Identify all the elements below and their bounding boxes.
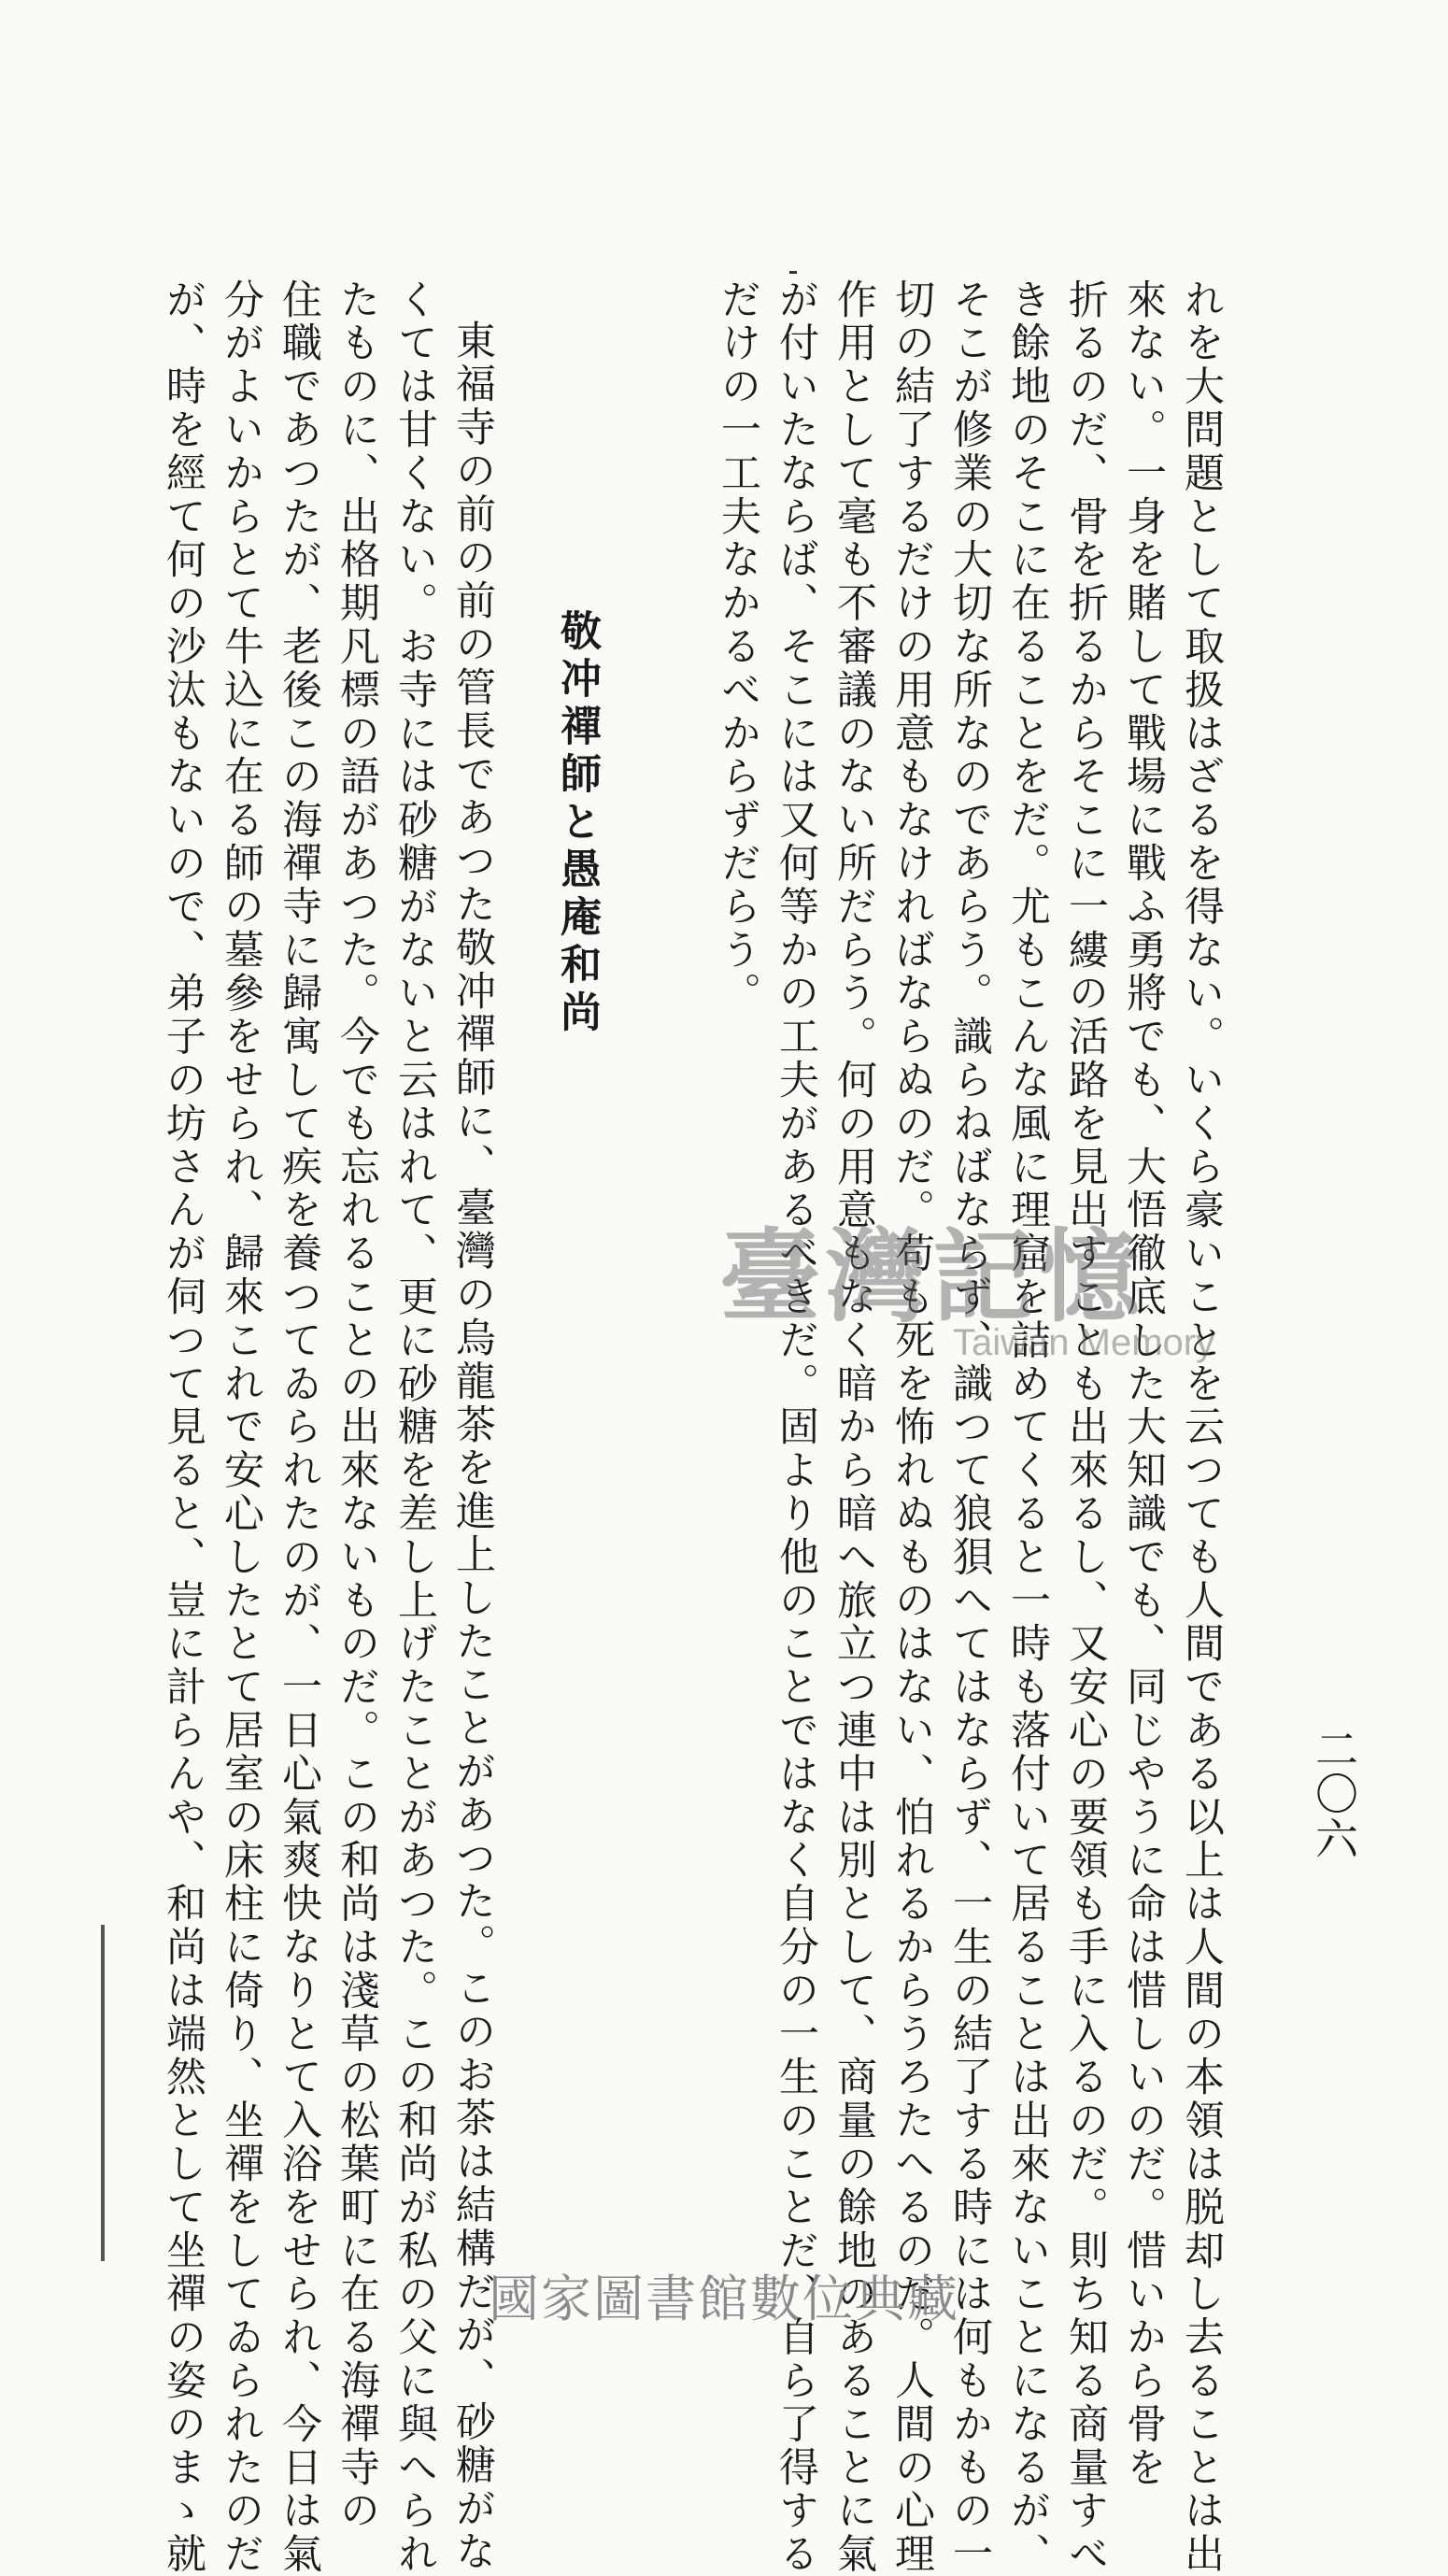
- text-column: が付いたならば、そこには又何等かの工夫があるべきだ。固より他のことではなく自分の一生のことだ、自ら了得する: [773, 278, 819, 2576]
- text-column: 作用として毫も不審議のない所だらう。何の用意もなく暗から暗へ旅立つ連中は別として、商量の餘地のあることに氣: [830, 278, 877, 2576]
- scan-edge-line: [101, 1925, 105, 2261]
- text-column: 折るのだ、骨を折るからそこに一縷の活路を見出すことも出來るし、又安心の要領も手に入るのだ。則ち知る商量すべ: [1062, 278, 1109, 2576]
- text-column: が、時を經て何の沙汰もないので、弟子の坊さんが伺つて見ると、豈に計らんや、和尚は端然として坐禪の姿のまゝ就: [160, 278, 206, 2576]
- text-column: だけの一工夫なかるべからずだらう。: [715, 278, 761, 1016]
- text-column: き餘地のそこに在ることをだ。尤もこんな風に理窟を詰めてくると一時も落付いて居ることは出來ないことになるが、: [1004, 278, 1051, 2576]
- text-column: 住職であつたが、老後この海禪寺に歸寓して疾を養つてゐられたのが、一日心氣爽快なりとて入浴をせられ、今日は氣: [276, 278, 322, 2576]
- page-number: 二〇六: [1309, 1727, 1359, 1861]
- text-column: そこが修業の大切な所なのであらう。識らねばならず、識つて狼狽へてはならず、一生の結了する時には何もかもの一: [946, 278, 993, 2576]
- text-column: れを大問題として取扱はざるを得ない。いくら豪いことを云つても人間である以上は人間の本領は脱却し去ることは出: [1178, 278, 1225, 2576]
- section-heading: 敬冲禪師と愚庵和尚: [553, 609, 601, 1038]
- watermark-english: Taiwan Memory: [953, 1322, 1215, 1363]
- text-column: たものに、出格期凡標の語があつた。今でも忘れることの出來ないものだ。この和尚は淺草の松葉町に在る海禪寺の: [334, 278, 380, 2533]
- watermark-chinese: 臺灣記憶: [719, 1218, 1146, 1336]
- text-column: 東福寺の前の前の管長であつた敬冲禪師に、臺灣の烏龍茶を進上したことがあつた。このお茶は結構だが、砂糖がな: [449, 320, 496, 2574]
- text-column: 來ない。一身を賭して戰場に戰ふ勇將でも、大悟徹底した大知識でも、同じやうに命は惜しいのだ。惜いから骨を: [1120, 278, 1167, 2490]
- text-column: 切の結了するだけの用意もなければならぬのだ。苟も死を怖れぬものはない、怕れるからうろたへるのだ。人間の心理: [888, 278, 935, 2576]
- text-column: くては甘くない。お寺には砂糖がないと云はれて、更に砂糖を差し上げたことがあつた。この和尚が私の父に與へられ: [391, 278, 438, 2576]
- footer-credit: 國家圖書館數位典藏: [489, 2270, 959, 2328]
- text-column: 分がよいからとて牛込に在る師の墓參をせられ、歸來これで安心したとて居室の床柱に倚り、坐禪をしてゐられたのだ: [218, 278, 264, 2576]
- scan-mark: [789, 271, 797, 274]
